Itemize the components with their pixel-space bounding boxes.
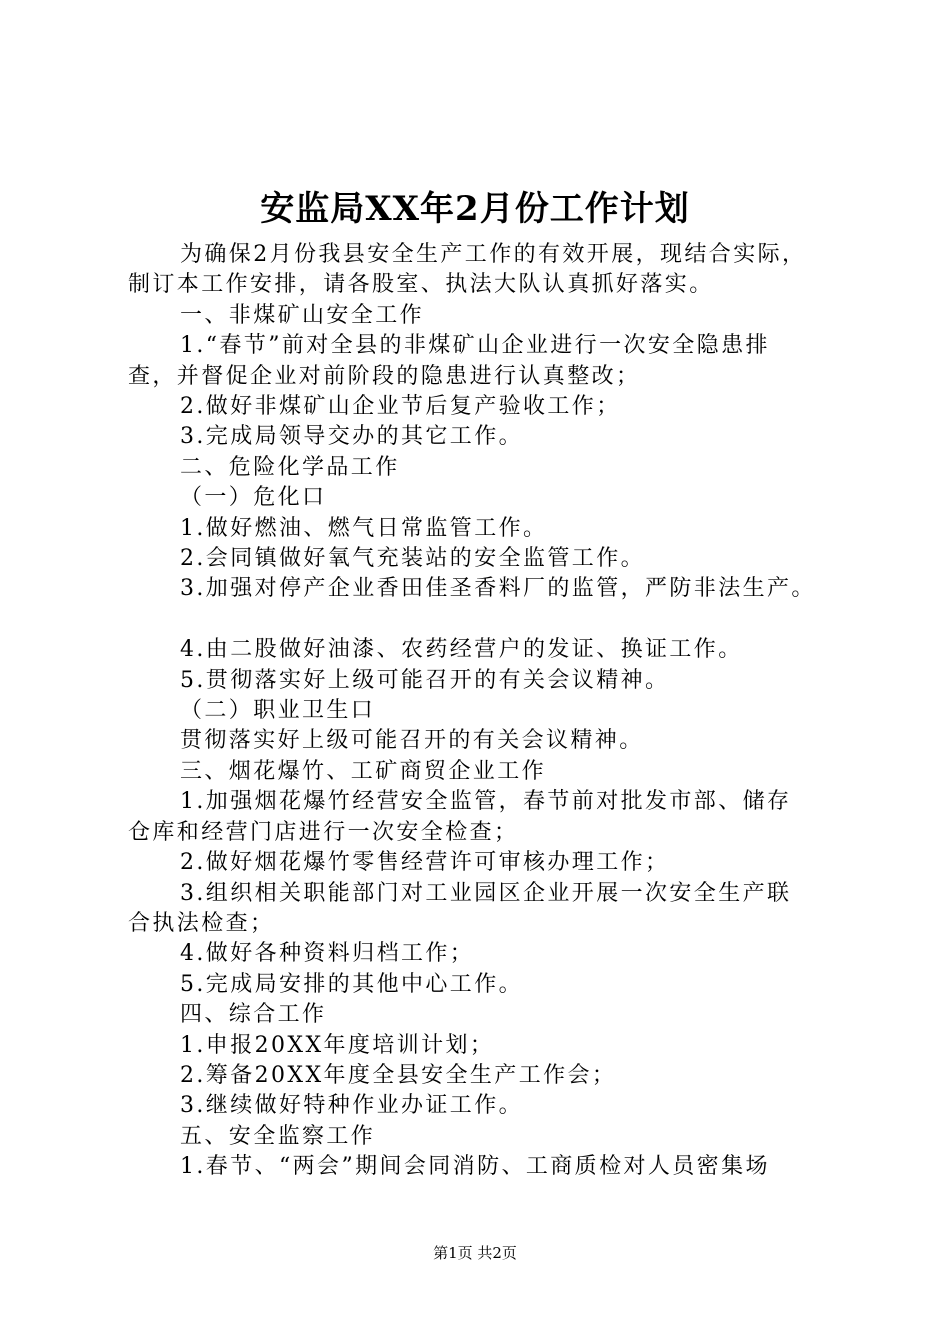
document-title: 安监局XX年2月份工作计划 bbox=[260, 189, 690, 229]
body-line: 三、烟花爆竹、工矿商贸企业工作 bbox=[180, 758, 547, 784]
body-line: 1.加强烟花爆竹经营安全监管，春节前对批发市部、储存 bbox=[180, 789, 792, 815]
body-line bbox=[128, 605, 858, 635]
body-line: 5.完成局安排的其他中心工作。 bbox=[180, 971, 523, 997]
body-line: 制订本工作安排，请各股室、执法大队认真抓好落实。 bbox=[128, 272, 714, 298]
body-line: 2.做好烟花爆竹零售经营许可审核办理工作； bbox=[180, 850, 670, 876]
body-line: 3.加强对停产企业香田佳圣香料厂的监管，严防非法生产。 bbox=[180, 576, 816, 602]
body-line: 2.筹备20XX年度全县安全生产工作会； bbox=[180, 1062, 617, 1088]
body-line: 1.做好燃油、燃气日常监管工作。 bbox=[180, 515, 548, 541]
document-body bbox=[128, 240, 858, 1183]
body-line: 1.申报20XX年度培训计划； bbox=[180, 1032, 495, 1058]
body-line: 5.贯彻落实好上级可能召开的有关会议精神。 bbox=[180, 667, 670, 693]
body-line: 3.组织相关职能部门对工业园区企业开展一次安全生产联 bbox=[180, 880, 792, 906]
body-line: 3.继续做好特种作业办证工作。 bbox=[180, 1093, 523, 1119]
body-line: 合执法检查； bbox=[128, 910, 275, 936]
body-line: 2.做好非煤矿山企业节后复产验收工作； bbox=[180, 394, 621, 420]
body-line: 四、综合工作 bbox=[180, 1002, 327, 1028]
body-line: 4.由二股做好油漆、农药经营户的发证、换证工作。 bbox=[180, 637, 743, 663]
body-line: 仓库和经营门店进行一次安全检查； bbox=[128, 819, 519, 845]
body-line: 为确保2月份我县安全生产工作的有效开展，现结合实际， bbox=[180, 242, 807, 267]
body-line: 一、非煤矿山安全工作 bbox=[180, 302, 425, 328]
body-line: 查，并督促企业对前阶段的隐患进行认真整改； bbox=[128, 363, 641, 389]
body-line: 4.做好各种资料归档工作； bbox=[180, 941, 475, 967]
body-line: 3.完成局领导交办的其它工作。 bbox=[180, 424, 523, 450]
page-footer: 第1页 共2页 bbox=[433, 1244, 517, 1262]
body-line: （一）危化口 bbox=[180, 485, 327, 511]
body-line: （二）职业卫生口 bbox=[180, 698, 376, 724]
body-line: 五、安全监察工作 bbox=[180, 1123, 376, 1149]
body-line: 1.“春节”前对全县的非煤矿山企业进行一次安全隐患排 bbox=[180, 333, 770, 359]
body-line: 二、危险化学品工作 bbox=[180, 454, 400, 480]
body-line: 2.会同镇做好氧气充装站的安全监管工作。 bbox=[180, 546, 645, 572]
body-line: 贯彻落实好上级可能召开的有关会议精神。 bbox=[180, 728, 644, 754]
body-line: 1.春节、“两会”期间会同消防、工商质检对人员密集场 bbox=[180, 1154, 770, 1180]
